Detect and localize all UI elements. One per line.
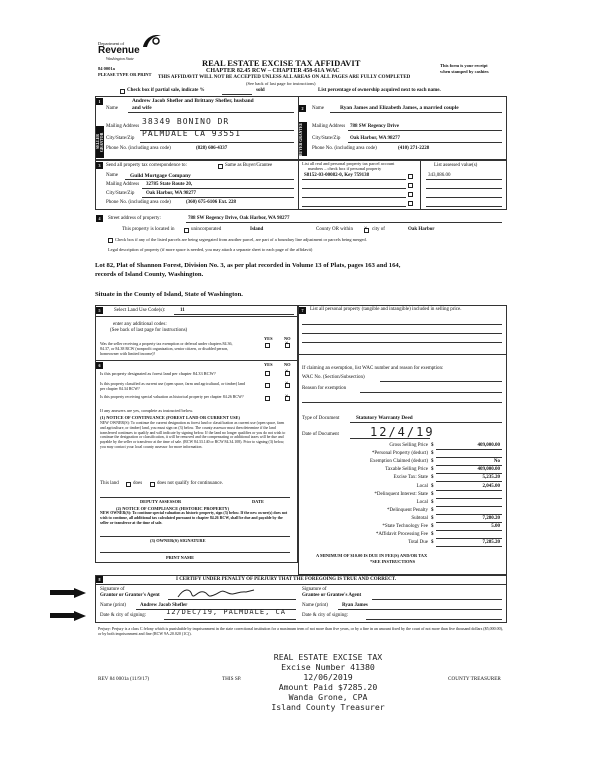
tax-row-value[interactable]: 5,235.20: [482, 475, 500, 481]
sold-label: sold: [256, 88, 265, 93]
tax-row-currency: $: [431, 515, 434, 521]
see-back-note: (See back of last page for instructions): [246, 81, 316, 86]
grantor-date-rule: [164, 619, 296, 620]
seller-name-rule: [128, 112, 294, 113]
dor-logo: [98, 33, 168, 63]
this-space-label: THIS SP.: [222, 676, 242, 682]
pp-rule-2: [302, 333, 502, 334]
stamp-line-6: Island County Treasurer: [271, 702, 385, 712]
corr-phone-label: Phone No. (including area code): [106, 200, 171, 205]
wac-rule: [380, 381, 502, 382]
yes-header-2: YES: [264, 362, 273, 367]
tax-row-value[interactable]: 7,280.20: [482, 515, 500, 521]
no-header-1: NO: [284, 336, 291, 341]
does-not-checkbox[interactable]: [150, 482, 155, 487]
continuance-text: NEW OWNER(S): To continue the current designation as forest land or classification as current use (open space, farm and agriculture, or timber) land, you must sign on (3) below. The county assessor must then determine if the land transferred continues to qualify and will indicate by signing below. If the land no longer qualifies or you do not wish to continue the designation or classification, it will be removed and the compensating or additional taxes will be due and payable by the seller or transferor at the time of sale. (RCW 84.33.140 or RCW 84.34.108). Prior to signing (3) below, you may contact your local county assessor for more information.: [100, 421, 286, 449]
doc-type-value[interactable]: Statutory Warranty Deed: [356, 415, 413, 421]
buyer-name-rule: [330, 112, 502, 113]
legal-desc-line2: records of Island County, Washington.: [95, 271, 204, 278]
dept-name: Revenue: [98, 45, 140, 56]
tax-row-label: Subtotal: [411, 515, 428, 521]
grantee-name-label: Name (print): [302, 603, 328, 608]
grantor-sig-arrow-bar: [50, 590, 74, 595]
tax-row-label: *Delinquent Interest: State: [374, 491, 428, 497]
section-5-badge: 5: [96, 307, 103, 314]
this-land-label: This land: [100, 481, 119, 486]
seller-name-label: Name: [106, 106, 118, 111]
receipt-note-1: This form is your receipt: [440, 63, 488, 68]
buyer-mailing-value[interactable]: 788 SW Regency Drive: [350, 124, 399, 129]
buyer-name-label: Name: [312, 106, 324, 111]
street-value[interactable]: 788 SW Regency Drive, Oak Harbor, WA 98277: [188, 216, 290, 221]
grantee-date-label: Date & city of signing:: [302, 613, 349, 618]
seller-city-label: City/State/Zip: [106, 136, 135, 141]
certify-text: I CERTIFY UNDER PENALTY OF PERJURY THAT THE FOREGOING IS TRUE AND CORRECT.: [176, 577, 397, 582]
compliance-text: NEW OWNER(S): To continue special valuation as historic property, sign (3) below. If the new owner(s) does not wish to continue, all additional tax calculated pursuant to chapter 84.26 RCW, shall be due and payable by the seller or transferor at the time of sale.: [100, 511, 288, 525]
partial-sale-label: Check box if partial sale, indicate %: [127, 88, 205, 93]
corr-name-value[interactable]: Guild Mortgage Company: [130, 173, 191, 179]
wac-label: WAC No. (Section/Subsection): [302, 375, 365, 380]
tax-row-value[interactable]: 409,000.00: [477, 443, 500, 448]
corr-mailing-rule: [142, 188, 294, 189]
does-checkbox[interactable]: [126, 482, 131, 487]
q4-yes-checkbox[interactable]: [265, 396, 270, 401]
grantor-sig-arrow-icon: [74, 588, 86, 598]
minimum-due-note: A MINIMUM OF $10.00 IS DUE IN FEE(S) AND/OR TAX: [316, 553, 428, 558]
buyer-phone-label: Phone No. (including area code): [312, 146, 377, 151]
tax-row-label: Local: [416, 499, 428, 505]
seller-phone-value[interactable]: (828) 606-4337: [196, 146, 228, 151]
yes-header-1: YES: [264, 336, 273, 341]
print-name-label: PRINT NAME: [166, 555, 195, 560]
certify-divider: [95, 584, 507, 585]
section-6-divider: [95, 360, 298, 361]
continuance-title: (1) NOTICE OF CONTINUANCE (FOREST LAND OR CURRENT USE): [100, 415, 240, 420]
tax-row-currency: $: [431, 475, 434, 481]
doc-date-value[interactable]: 12/4/19: [370, 425, 435, 439]
grantee-name-value[interactable]: Ryan James: [342, 603, 368, 608]
tax-row-currency: $: [431, 499, 434, 505]
owner-signature-label: (3) OWNER(S) SIGNATURE: [150, 538, 206, 543]
tax-row-rule: [436, 457, 502, 458]
list-percentage-note: List percentage of ownership acquired next to each name.: [318, 88, 441, 93]
unincorporated-checkbox[interactable]: [184, 228, 189, 233]
grantee-sig-label-1: Signature of: [302, 587, 327, 592]
parcel-personal-checkbox-3[interactable]: [408, 192, 413, 197]
located-label: This property is located in: [122, 227, 175, 232]
grantor-name-value[interactable]: Andrew Jacob Shefler: [140, 603, 188, 608]
tax-row-label: Local: [416, 483, 428, 489]
form-chapters: CHAPTER 82.45 RCW – CHAPTER 458-61A WAC: [206, 68, 340, 74]
corr-phone-value[interactable]: (360) 675-6106 Ext. 228: [186, 200, 236, 205]
tax-row-rule: [436, 514, 502, 515]
correspondence-label: Send all property tax correspondence to:: [106, 163, 187, 168]
tax-row-rule: [436, 481, 502, 482]
buyer-city-rule: [348, 142, 502, 143]
partial-sale-checkbox[interactable]: [120, 89, 125, 94]
seller-name-line2: and wife: [132, 105, 152, 111]
parcel-personal-checkbox-1[interactable]: [408, 174, 413, 179]
tax-row-label: Excise Tax: State: [393, 475, 428, 481]
section-7-badge: 7: [299, 307, 306, 314]
does-not-label: does not qualify for continuance.: [157, 481, 223, 486]
land-use-rule: [174, 314, 294, 315]
buyer-mailing-rule: [348, 130, 502, 131]
please-type: PLEASE TYPE OR PRINT: [98, 72, 152, 77]
print-name-rule: [100, 552, 290, 553]
tax-row-label: *Affidavit Processing Fee: [375, 532, 428, 538]
tax-row-rule: [436, 490, 502, 491]
city-value[interactable]: Oak Harbor: [408, 227, 435, 232]
unincorporated-label: unincorporated: [191, 227, 222, 232]
doc-type-label: Type of Document: [302, 416, 340, 421]
corr-name-label: Name: [106, 173, 118, 178]
tax-row-rule: [436, 522, 502, 523]
county-value[interactable]: Island: [250, 227, 264, 232]
assessed-value-1[interactable]: 343,086.00: [428, 173, 451, 178]
tax-row-currency: $: [431, 467, 434, 473]
rev-number: REV 84 0001a (11/9/17): [98, 676, 150, 682]
tax-row-label: Taxable Selling Price: [385, 467, 428, 473]
grantee-date-rule: [366, 619, 502, 620]
historic-question: Is this property receiving special valuation as historical property per chapter 84.26 RCW?: [100, 394, 244, 399]
tax-row-label: Gross Selling Price: [389, 443, 428, 448]
deputy-date-label: DATE: [252, 499, 264, 504]
within-city-check-mark: ×: [364, 226, 368, 232]
doc-type-rule: [350, 422, 502, 423]
stamp-line-5: Wanda Grone, CPA: [288, 692, 368, 702]
county-treasurer-label: COUNTY TREASURER: [448, 676, 501, 682]
situate-line: Situate in the County of Island, State of Washington.: [95, 291, 243, 298]
section-2-badge: 2: [299, 105, 306, 112]
stamp-line-1: REAL ESTATE EXCISE TAX: [273, 652, 383, 662]
tax-row-value[interactable]: 2,045.00: [482, 483, 500, 489]
assessed-rule-1: [426, 179, 502, 180]
buyer-side-label: BUYER GRANTEE: [299, 122, 307, 156]
corr-mailing-value[interactable]: 32785 State Route 20,: [146, 182, 193, 187]
treasurer-stamp: [248, 652, 408, 712]
corr-city-value[interactable]: Oak Harbor, WA 98277: [146, 191, 197, 196]
q3-no-mark: ×: [285, 381, 289, 387]
same-as-buyer-checkbox[interactable]: [218, 164, 223, 169]
assessed-divider: [420, 160, 421, 210]
reason-label: Reason for exemption: [302, 386, 347, 391]
compliance-title: (2) NOTICE OF COMPLIANCE (HISTORIC PROPERTY): [116, 506, 230, 511]
tax-row-rule: [436, 498, 502, 499]
seller-phone-label: Phone No. (including area code): [106, 146, 171, 151]
q2-no-mark: ×: [285, 369, 289, 375]
form-title: REAL ESTATE EXCISE TAX AFFIDAVIT: [202, 58, 361, 68]
grantor-sig-label-2: Grantor or Grantor's Agent: [100, 593, 160, 598]
tax-row-label: Exemption Claimed (deduct): [369, 459, 428, 465]
correspondence-divider: [298, 160, 299, 210]
seller-mailing-value[interactable]: 38349 BONINO DR: [142, 117, 230, 126]
q1-no-mark: ×: [285, 341, 289, 347]
land-use-label: Select Land Use Code(s):: [114, 308, 166, 313]
tax-row-currency: $: [431, 483, 434, 489]
no-header-2: NO: [284, 362, 291, 367]
tax-row-label: Total Due: [408, 540, 428, 546]
section-3-badge: 3: [96, 162, 103, 169]
seller-city-rule: [140, 142, 294, 143]
owner-sig-rule: [100, 536, 290, 537]
tax-row-currency: $: [431, 459, 434, 465]
reason-rule-2: [302, 402, 502, 403]
city-of-label: city of: [372, 227, 385, 232]
grantee-name-rule: [338, 609, 502, 610]
segregated-checkbox[interactable]: [108, 238, 113, 243]
county-or-within: County OR within: [316, 227, 353, 232]
tax-row-currency: $: [431, 532, 434, 538]
street-rule: [186, 222, 502, 223]
grantor-date-label: Date & city of signing:: [100, 613, 147, 618]
personal-property-label: List all personal property (tangible and intangible) included in selling price.: [310, 307, 462, 312]
tax-row-label: *State Technology Fee: [382, 524, 428, 529]
parcel-rule-1: [302, 179, 406, 180]
section-1-badge: 1: [96, 98, 103, 105]
see-instructions-note: *SEE INSTRUCTIONS: [370, 559, 416, 564]
current-use-question: Is this property classified as current use (open space, farm and agricultural, or timber) land per chapter 84.34 RCW?: [100, 381, 246, 391]
dept-line1: Department of: [98, 41, 125, 46]
tax-row-rule: [436, 546, 502, 547]
dept-state: Washington State: [106, 56, 134, 61]
forest-question: Is this property designated as forest land per chapter 84.33 RCW?: [100, 371, 216, 376]
seller-name-line1: Andrew Jacob Shefler and Brittany Shefler, husband: [132, 98, 254, 104]
q3-yes-checkbox[interactable]: [265, 383, 270, 388]
pp-divider: [298, 354, 507, 355]
tax-row-label: *Personal Property (deduct): [371, 451, 428, 457]
deputy-rule: [100, 497, 290, 498]
q4-no-mark: ×: [285, 394, 289, 400]
assessed-rule-2: [426, 188, 502, 189]
parcel-rule-4: [302, 206, 406, 207]
q1-yes-checkbox[interactable]: [265, 343, 270, 348]
doc-date-label: Date of Document: [302, 432, 339, 437]
section-8-badge: 8: [96, 576, 103, 583]
seller-city-value[interactable]: PALMDALE CA 93551: [142, 129, 241, 138]
grantor-date-arrow-icon: [74, 611, 86, 621]
tax-row-rule: [436, 473, 502, 474]
grantor-signature[interactable]: [176, 586, 256, 600]
additional-codes: enter any additional codes:: [113, 322, 167, 327]
tax-row-currency: $: [431, 507, 434, 513]
section-4-badge: 4: [96, 215, 103, 222]
corr-mailing-label: Mailing Address: [106, 182, 140, 187]
grantor-sig-rule: [168, 599, 296, 600]
exemption-question: Was the seller receiving a property tax exemption or deferral under chapters 84.36, 84.37, or 84.38 RCW (nonprofit organization, senior citizen, or disabled person, homeowner with limited income)?: [100, 341, 233, 356]
tax-row-rule: [436, 506, 502, 507]
segregated-note: Check box if any of the listed parcels are being segregated from another parcel, are part of a boundary line adjustment or parcels being merged.: [115, 237, 367, 242]
corr-name-rule: [125, 179, 294, 180]
perjury-note: Perjury: Perjury is a class C felony which is punishable by imprisonment in the state correctional institution for a maximum term of not more than five years, or by a fine in an amount fixed by the court of not more than five thousand dollars ($5,000.00), or by both imprisonment and fine (RCW 9A.20.020 (1C)).: [98, 626, 503, 636]
grantee-sig-rule: [372, 599, 502, 600]
buyer-mailing-label: Mailing Address: [312, 124, 346, 129]
corr-city-label: City/State/Zip: [106, 191, 135, 196]
tax-row-rule: [436, 530, 502, 531]
doc-date-rule: [350, 438, 430, 439]
tax-row-value[interactable]: 409,000.00: [477, 467, 500, 473]
grantee-sig-label-2: Grantee or Grantee's Agent: [302, 593, 362, 598]
deputy-assessor-label: DEPUTY ASSESSOR: [140, 499, 182, 504]
dor-logo-swoosh-icon: [141, 33, 163, 49]
tax-row-currency: $: [431, 524, 434, 529]
parcel-rule-2: [302, 188, 406, 189]
corr-city-rule: [142, 197, 294, 198]
tax-row-currency: $: [431, 451, 434, 457]
grantor-date-value[interactable]: 12/DEC/19, PALMDALE, CA: [166, 608, 286, 616]
stamp-line-3: 12/06/2019: [303, 672, 353, 682]
tax-row-rule: [436, 538, 502, 539]
buyer-city-value[interactable]: Oak Harbor, WA 98277: [350, 136, 401, 141]
parcel-number-1[interactable]: S8152-03-00082-0, Key 759138: [304, 173, 370, 178]
section-6-badge: 6: [96, 362, 103, 369]
stamp-line-2: Excise Number 41380: [281, 662, 375, 672]
if-yes-note: If any answers are yes, complete as instructed below.: [100, 408, 194, 413]
tax-row-value[interactable]: 5.00: [491, 524, 500, 529]
buyer-phone-value[interactable]: (410) 271-2228: [398, 146, 430, 151]
receipt-note-2: when stamped by cashier.: [440, 69, 490, 74]
seller-mailing-label: Mailing Address: [106, 124, 140, 129]
grantor-sig-label-1: Signature of: [100, 587, 125, 592]
partial-sale-line: [222, 94, 252, 95]
tax-row-value[interactable]: 7,285.20: [482, 540, 500, 546]
grantor-date-arrow-bar: [50, 613, 74, 618]
parcel-personal-checkbox-2[interactable]: [408, 183, 413, 188]
seller-side-label: SELLER GRANTOR: [96, 126, 104, 158]
does-label: does: [133, 481, 143, 486]
assessed-rule-4: [426, 206, 502, 207]
buyer-name-value[interactable]: Ryan James and Elizabeth James, a married couple: [340, 105, 459, 111]
parcel-rule-3: [302, 197, 406, 198]
tax-row-currency: $: [431, 443, 434, 448]
q2-yes-checkbox[interactable]: [265, 371, 270, 376]
claiming-exemption-label: If claiming an exemption, list WAC number and reason for exemption:: [302, 366, 444, 371]
land-use-code[interactable]: 11: [180, 308, 185, 313]
tax-row-value[interactable]: No: [493, 459, 500, 465]
tax-row-label: *Delinquent Penalty: [387, 507, 428, 513]
legal-desc-line1: Lot 82, Plat of Shannon Forest, Division No. 3, as per plat recorded in Volume 13 of Plats, pages 163 and 164,: [95, 262, 401, 269]
parcel-personal-checkbox-4[interactable]: [408, 201, 413, 206]
pp-rule-3: [302, 342, 502, 343]
tax-row-currency: $: [431, 491, 434, 497]
legal-desc-label: Legal description of property (if more space is needed, you may attach a separate sheet to each page of the affidavit): [108, 247, 313, 252]
assessed-header: List assessed value(s): [434, 163, 478, 168]
parcels-header-1: List all real and personal property tax parcel account: [302, 161, 395, 166]
not-accepted-notice: THIS AFFIDAVIT WILL NOT BE ACCEPTED UNLESS ALL AREAS ON ALL PAGES ARE FULLY COMPLETED: [158, 75, 411, 80]
parcels-header-2: numbers – check box if personal property: [308, 166, 382, 171]
stamp-line-4: Amount Paid $7285.20: [278, 682, 378, 692]
tax-row-rule: [436, 465, 502, 466]
reason-rule-1: [360, 392, 502, 393]
tax-row-rule: [436, 449, 502, 450]
grantor-name-label: Name (print): [100, 603, 126, 608]
pp-rule-1: [302, 324, 502, 325]
land-use-divider: [95, 316, 298, 317]
assessed-rule-3: [426, 197, 502, 198]
same-as-buyer-label: Same as Buyer/Grantee: [225, 163, 273, 168]
buyer-city-label: City/State/Zip: [312, 136, 341, 141]
form-number: 84 0001a: [98, 66, 115, 71]
tax-row-currency: $: [431, 540, 434, 546]
land-use-see-back: (See back of last page for instructions): [110, 328, 188, 333]
street-label: Street address of property:: [108, 216, 161, 221]
